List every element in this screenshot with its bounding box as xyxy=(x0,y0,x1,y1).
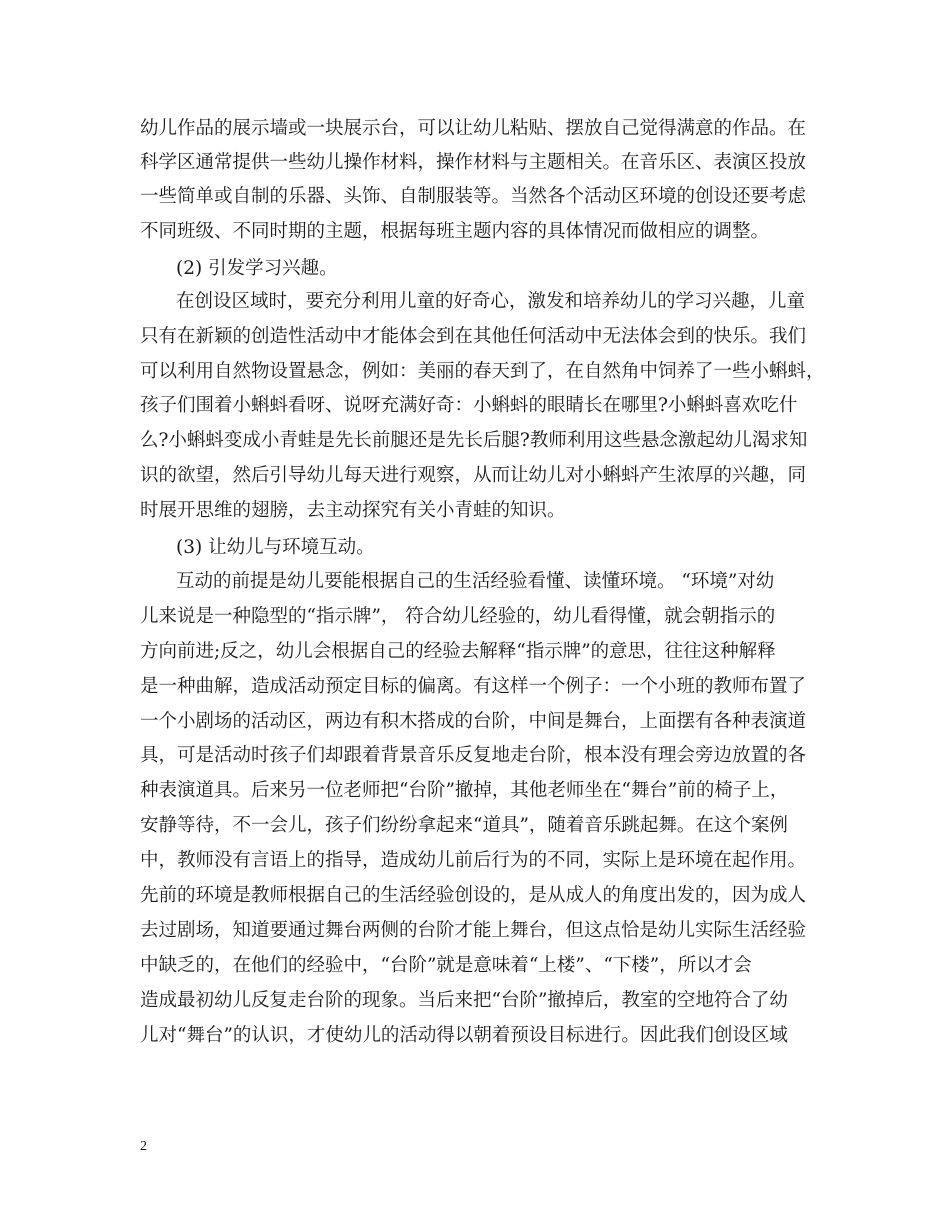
text-line: 幼儿作品的展示墙或一块展示台，可以让幼儿粘贴、摆放自己觉得满意的作品。在 xyxy=(140,118,807,139)
text-line: 具，可是活动时孩子们却跟着背景音乐反复地走台阶，根本没有理会旁边放置的各 xyxy=(140,745,807,766)
text-line: 只有在新颖的创造性活动中才能体会到在其他任何活动中无法体会到的快乐。我们 xyxy=(140,326,807,347)
text-line: 先前的环境是教师根据自己的生活经验创设的，是从成人的角度出发的，因为成人 xyxy=(140,885,807,906)
text-line: 儿来说是一种隐型的“指示牌”， 符合幼儿经验的，幼儿看得懂，就会朝指示的 xyxy=(140,606,776,627)
text-line: 时展开思维的翅膀，去主动探究有关小青蛙的知识。 xyxy=(140,500,566,521)
text-line: 造成最初幼儿反复走台阶的现象。当后来把“台阶”撤掉后，教室的空地符合了幼 xyxy=(140,990,788,1011)
text-line: 识的欲望，然后引导幼儿每天进行观察，从而让幼儿对小蝌蚪产生浓厚的兴趣，同 xyxy=(140,465,807,486)
text-line: 一些简单或自制的乐器、头饰、自制服装等。当然各个活动区环境的创设还要考虑 xyxy=(140,186,807,207)
text-line: 一个小剧场的活动区，两边有积木搭成的台阶，中间是舞台，上面摆有各种表演道 xyxy=(140,711,807,732)
text-line: 孩子们围着小蝌蚪看呀、说呀充满好奇：小蝌蚪的眼睛长在哪里?小蝌蚪喜欢吃什 xyxy=(140,395,798,416)
text-line: 方向前进;反之，幼儿会根据自己的经验去解释“指示牌”的意思，往往这种解释 xyxy=(140,641,776,662)
text-line: 中缺乏的，在他们的经验中，“台阶”就是意味着“上楼”、“下楼”，所以才会 xyxy=(140,955,752,976)
section-heading: (3) 让幼儿与环境互动。 xyxy=(176,537,375,558)
section-heading: (2) 引发学习兴趣。 xyxy=(176,258,338,279)
text-line: 互动的前提是幼儿要能根据自己的生活经验看懂、读懂环境。 “环境”对幼 xyxy=(176,571,775,592)
text-line: 中，教师没有言语上的指导，造成幼儿前后行为的不同，实际上是环境在起作用。 xyxy=(140,850,807,871)
text-line: 在创设区域时，要充分利用儿童的好奇心，激发和培养幼儿的学习兴趣，儿童 xyxy=(176,291,806,312)
text-line: 可以利用自然物设置悬念，例如：美丽的春天到了，在自然角中饲养了一些小蝌蚪， xyxy=(140,361,825,382)
text-line: 是一种曲解，造成活动预定目标的偏离。有这样一个例子：一个小班的教师布置了 xyxy=(140,676,807,697)
page-number: 2 xyxy=(140,1139,147,1154)
text-line: 去过剧场，知道要通过舞台两侧的台阶才能上舞台，但这点恰是幼儿实际生活经验 xyxy=(140,920,807,941)
text-line: 种表演道具。后来另一位老师把“台阶”撤掉，其他老师坐在“舞台”前的椅子上， xyxy=(140,780,789,801)
text-line: 么?小蝌蚪变成小青蛙是先长前腿还是先长后腿?教师利用这些悬念激起幼儿渴求知 xyxy=(140,430,808,451)
text-line: 安静等待，不一会儿，孩子们纷纷拿起来“道具”，随着音乐跳起舞。在这个案例 xyxy=(140,815,788,836)
text-line: 科学区通常提供一些幼儿操作材料，操作材料与主题相关。在音乐区、表演区投放 xyxy=(140,152,807,173)
text-line: 不同班级、不同时期的主题，根据每班主题内容的具体情况而做相应的调整。 xyxy=(140,221,770,242)
text-line: 儿对“舞台”的认识，才使幼儿的活动得以朝着预设目标进行。因此我们创设区域 xyxy=(140,1025,788,1046)
